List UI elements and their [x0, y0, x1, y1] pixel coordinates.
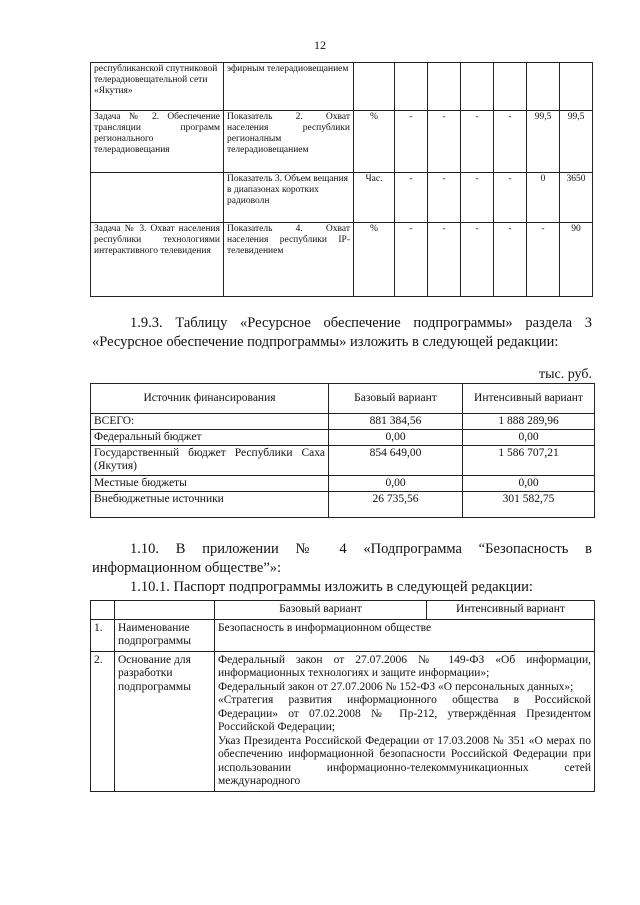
list-item: Указ Президента Российской Федерации от 17.03.2008 № 351 «О мерах по обеспечению информационной безопасности Российской Федерации при использовании информационно-телекоммуникационных сетей международного — [218, 734, 591, 787]
table-row: ВСЕГО: 881 384,56 1 888 289,96 — [91, 414, 595, 430]
indicators-table — [90, 62, 593, 297]
table-row: 1. Наименование подпрограммы Безопасность в информационном обществе — [91, 619, 595, 651]
unit-label: тыс. руб. — [539, 367, 592, 382]
paragraph-appendix: 1.10. В приложении № 4 «Подпрограмма “Безопасность в информационном обществе”»: — [92, 541, 592, 576]
table-row: Государственный бюджет Республики Саха (Якутия) 854 649,00 1 586 707,21 — [91, 446, 595, 476]
list-item: Федеральный закон от 27.07.2006 № 149-ФЗ «Об информации, информационных технологиях и защите информации»; — [218, 653, 591, 679]
list-item: Федеральный закон от 27.07.2006 № 152-ФЗ «О персональных данных»; — [218, 680, 574, 693]
table-row: Внебюджетные источники 26 735,56 301 582,75 — [91, 492, 595, 518]
task-cell: Задача № 3. Охват населения республики технологиями интерактивного телевидения — [91, 223, 224, 297]
indicator-cell: Показатель 3. Объем вещания в диапазонах коротких радиоволн — [224, 173, 354, 223]
task-cell — [91, 173, 224, 223]
table-row: Местные бюджеты 0,00 0,00 — [91, 476, 595, 492]
funding-table — [90, 383, 595, 518]
passport-table — [90, 600, 595, 792]
table-row: Федеральный бюджет 0,00 0,00 — [91, 430, 595, 446]
column-header: Базовый вариант — [215, 601, 427, 620]
table-row: Задача № 3. Охват населения республики технологиями интерактивного телевидения Показатель 4. Охват населения республики IP-телевидением % - - - - - 90 — [91, 223, 593, 297]
column-header: Интенсивный вариант — [427, 601, 595, 620]
legal-basis-cell — [215, 651, 595, 791]
indicator-cell: Показатель 4. Охват населения республики IP-телевидением — [224, 223, 354, 297]
column-header: Интенсивный вариант — [463, 384, 595, 414]
table-row: 2. Основание для разработки подпрограммы Федеральный закон от 27.07.2006 № 149-ФЗ «Об информации, информационных технологиях и защите информации»; Федеральный закон от 27.07.2006 № 152-ФЗ «О персональных данных»; «Стратегия развития информационного общества в Российской Федерации» от 07.02.2008 № Пр-212, утверждённая Президентом Российской Федерации; Указ Президента Российской Федерации от 17.03.2008 № 351 «О мерах по обеспечению информационной безопасности Российской Федерации при использовании информационно-телекоммуникационных сетей международного — [91, 651, 595, 791]
page-number: 12 — [314, 38, 326, 52]
indicator-cell: эфирным телерадиовещанием — [224, 63, 354, 111]
column-header: Источник финансирования — [91, 384, 329, 414]
task-cell: республиканской спутниковой телерадиовещательной сети «Якутия» — [91, 63, 224, 111]
list-item: «Стратегия развития информационного общества в Российской Федерации» от 07.02.2008 № Пр-212, утверждённая Президентом Российской Федерации; — [218, 694, 591, 733]
paragraph-passport: 1.10.1. Паспорт подпрограммы изложить в следующей редакции: — [130, 579, 533, 595]
task-cell: Задача № 2. Обеспечение трансляции программ регионального телерадиовещания — [91, 111, 224, 173]
table-row: Задача № 2. Обеспечение трансляции программ регионального телерадиовещания Показатель 2. Охват населения республики регионалным телерадиовещанием % - - - - 99,5 99,5 — [91, 111, 593, 173]
paragraph-resources: 1.9.3. Таблицу «Ресурсное обеспечение подпрограммы» раздела 3 «Ресурсное обеспечение подпрограммы» изложить в следующей редакции: — [92, 315, 592, 350]
table-row — [91, 63, 593, 111]
column-header: Базовый вариант — [329, 384, 463, 414]
indicator-cell: Показатель 2. Охват населения республики регионалным телерадиовещанием — [224, 111, 354, 173]
table-header-row — [91, 384, 595, 414]
table-header-row — [91, 601, 595, 620]
table-row: Показатель 3. Объем вещания в диапазонах коротких радиоволн Час. - - - - 0 3650 — [91, 173, 593, 223]
